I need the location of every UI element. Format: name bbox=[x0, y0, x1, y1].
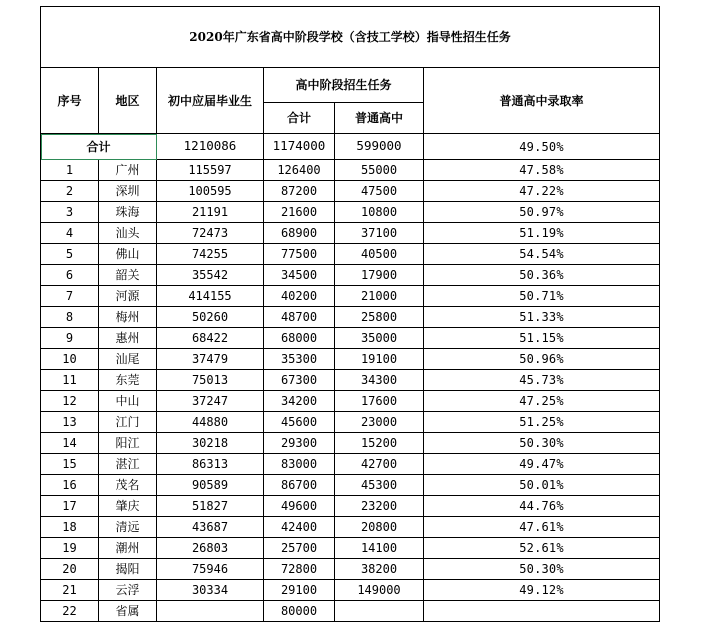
cell-task-general[interactable]: 45300 bbox=[335, 475, 424, 496]
cell-task-total[interactable]: 86700 bbox=[264, 475, 335, 496]
table-row bbox=[41, 433, 660, 454]
cell-region[interactable]: 潮州 bbox=[99, 538, 157, 559]
cell-rate[interactable]: 50.30% bbox=[424, 433, 660, 454]
total-grads[interactable]: 1210086 bbox=[157, 134, 264, 160]
cell-rate[interactable] bbox=[424, 601, 660, 622]
table-row bbox=[41, 517, 660, 538]
cell-grads[interactable]: 86313 bbox=[157, 454, 264, 475]
cell-task-general[interactable]: 17900 bbox=[335, 265, 424, 286]
cell-task-general[interactable]: 17600 bbox=[335, 391, 424, 412]
table-row bbox=[41, 391, 660, 412]
cell-seq[interactable]: 21 bbox=[41, 580, 99, 601]
cell-task-general[interactable]: 35000 bbox=[335, 328, 424, 349]
cell-task-general[interactable] bbox=[335, 601, 424, 622]
cell-task-total[interactable]: 83000 bbox=[264, 454, 335, 475]
cell-grads[interactable]: 44880 bbox=[157, 412, 264, 433]
cell-task-general[interactable]: 37100 bbox=[335, 223, 424, 244]
cell-task-total[interactable]: 25700 bbox=[264, 538, 335, 559]
cell-region[interactable]: 茂名 bbox=[99, 475, 157, 496]
cell-grads[interactable]: 21191 bbox=[157, 202, 264, 223]
header-region: 地区 bbox=[99, 68, 157, 134]
cell-region[interactable]: 中山 bbox=[99, 391, 157, 412]
cell-task-total[interactable]: 34500 bbox=[264, 265, 335, 286]
cell-seq[interactable]: 11 bbox=[41, 370, 99, 391]
total-label[interactable]: 合计 bbox=[41, 134, 157, 160]
cell-task-general[interactable]: 40500 bbox=[335, 244, 424, 265]
cell-grads[interactable]: 30334 bbox=[157, 580, 264, 601]
cell-rate[interactable]: 50.30% bbox=[424, 559, 660, 580]
cell-seq[interactable]: 16 bbox=[41, 475, 99, 496]
cell-grads[interactable]: 37479 bbox=[157, 349, 264, 370]
table-row bbox=[41, 454, 660, 475]
cell-grads[interactable]: 35542 bbox=[157, 265, 264, 286]
cell-task-total[interactable]: 29300 bbox=[264, 433, 335, 454]
cell-task-total[interactable]: 48700 bbox=[264, 307, 335, 328]
header-grads: 初中应届毕业生 bbox=[157, 68, 264, 134]
cell-region[interactable]: 梅州 bbox=[99, 307, 157, 328]
cell-seq[interactable]: 10 bbox=[41, 349, 99, 370]
cell-task-total[interactable]: 21600 bbox=[264, 202, 335, 223]
cell-task-general[interactable]: 20800 bbox=[335, 517, 424, 538]
total-row bbox=[41, 134, 660, 160]
cell-task-total[interactable]: 49600 bbox=[264, 496, 335, 517]
cell-region[interactable]: 汕头 bbox=[99, 223, 157, 244]
cell-seq[interactable]: 1 bbox=[41, 160, 99, 181]
cell-seq[interactable]: 22 bbox=[41, 601, 99, 622]
cell-rate[interactable]: 51.25% bbox=[424, 412, 660, 433]
cell-task-general[interactable]: 23000 bbox=[335, 412, 424, 433]
cell-rate[interactable]: 50.96% bbox=[424, 349, 660, 370]
cell-region[interactable]: 省属 bbox=[99, 601, 157, 622]
cell-task-general[interactable]: 25800 bbox=[335, 307, 424, 328]
enrollment-table bbox=[40, 6, 660, 622]
cell-task-total[interactable]: 45600 bbox=[264, 412, 335, 433]
table-row bbox=[41, 370, 660, 391]
cell-task-total[interactable]: 72800 bbox=[264, 559, 335, 580]
cell-grads[interactable]: 68422 bbox=[157, 328, 264, 349]
cell-region[interactable]: 韶关 bbox=[99, 265, 157, 286]
cell-seq[interactable]: 19 bbox=[41, 538, 99, 559]
cell-task-total[interactable]: 87200 bbox=[264, 181, 335, 202]
cell-rate[interactable]: 51.33% bbox=[424, 307, 660, 328]
cell-rate[interactable]: 54.54% bbox=[424, 244, 660, 265]
cell-region[interactable]: 汕尾 bbox=[99, 349, 157, 370]
cell-task-general[interactable]: 14100 bbox=[335, 538, 424, 559]
cell-grads[interactable]: 50260 bbox=[157, 307, 264, 328]
header-task-general: 普通高中 bbox=[335, 103, 424, 134]
cell-region[interactable]: 深圳 bbox=[99, 181, 157, 202]
table-row bbox=[41, 538, 660, 559]
table-row bbox=[41, 475, 660, 496]
cell-task-general[interactable]: 15200 bbox=[335, 433, 424, 454]
cell-task-total[interactable]: 29100 bbox=[264, 580, 335, 601]
cell-seq[interactable]: 12 bbox=[41, 391, 99, 412]
cell-seq[interactable]: 2 bbox=[41, 181, 99, 202]
cell-region[interactable]: 清远 bbox=[99, 517, 157, 538]
table-row bbox=[41, 559, 660, 580]
cell-seq[interactable]: 17 bbox=[41, 496, 99, 517]
cell-seq[interactable]: 13 bbox=[41, 412, 99, 433]
cell-task-general[interactable]: 42700 bbox=[335, 454, 424, 475]
cell-grads[interactable]: 75013 bbox=[157, 370, 264, 391]
cell-rate[interactable]: 47.25% bbox=[424, 391, 660, 412]
cell-task-total[interactable]: 35300 bbox=[264, 349, 335, 370]
cell-task-general[interactable]: 47500 bbox=[335, 181, 424, 202]
cell-task-general[interactable]: 149000 bbox=[335, 580, 424, 601]
cell-rate[interactable]: 50.71% bbox=[424, 286, 660, 307]
cell-grads[interactable]: 75946 bbox=[157, 559, 264, 580]
cell-task-general[interactable]: 10800 bbox=[335, 202, 424, 223]
cell-grads[interactable]: 26803 bbox=[157, 538, 264, 559]
cell-seq[interactable]: 14 bbox=[41, 433, 99, 454]
cell-region[interactable]: 佛山 bbox=[99, 244, 157, 265]
table-row bbox=[41, 580, 660, 601]
cell-rate[interactable]: 50.01% bbox=[424, 475, 660, 496]
cell-grads[interactable]: 30218 bbox=[157, 433, 264, 454]
table-row bbox=[41, 349, 660, 370]
cell-task-total[interactable]: 80000 bbox=[264, 601, 335, 622]
cell-region[interactable]: 广州 bbox=[99, 160, 157, 181]
cell-region[interactable]: 惠州 bbox=[99, 328, 157, 349]
table-row bbox=[41, 412, 660, 433]
cell-grads[interactable]: 100595 bbox=[157, 181, 264, 202]
cell-grads[interactable]: 74255 bbox=[157, 244, 264, 265]
table-row bbox=[41, 307, 660, 328]
cell-task-total[interactable]: 68900 bbox=[264, 223, 335, 244]
total-task-general[interactable]: 599000 bbox=[335, 134, 424, 160]
cell-seq[interactable]: 20 bbox=[41, 559, 99, 580]
cell-seq[interactable]: 9 bbox=[41, 328, 99, 349]
cell-grads[interactable] bbox=[157, 601, 264, 622]
cell-rate[interactable]: 47.58% bbox=[424, 160, 660, 181]
table-row bbox=[41, 202, 660, 223]
table-title: 2020年广东省高中阶段学校（含技工学校）指导性招生任务 bbox=[41, 7, 660, 68]
cell-grads[interactable]: 51827 bbox=[157, 496, 264, 517]
cell-task-general[interactable]: 55000 bbox=[335, 160, 424, 181]
total-rate[interactable]: 49.50% bbox=[424, 134, 660, 160]
table-row bbox=[41, 601, 660, 622]
cell-rate[interactable]: 45.73% bbox=[424, 370, 660, 391]
table-row bbox=[41, 286, 660, 307]
cell-rate[interactable]: 49.12% bbox=[424, 580, 660, 601]
cell-rate[interactable]: 47.61% bbox=[424, 517, 660, 538]
cell-region[interactable]: 东莞 bbox=[99, 370, 157, 391]
cell-region[interactable]: 阳江 bbox=[99, 433, 157, 454]
cell-grads[interactable]: 90589 bbox=[157, 475, 264, 496]
header-task-total: 合计 bbox=[264, 103, 335, 134]
cell-seq[interactable]: 5 bbox=[41, 244, 99, 265]
cell-grads[interactable]: 72473 bbox=[157, 223, 264, 244]
cell-grads[interactable]: 414155 bbox=[157, 286, 264, 307]
cell-rate[interactable]: 52.61% bbox=[424, 538, 660, 559]
cell-task-general[interactable]: 21000 bbox=[335, 286, 424, 307]
cell-task-total[interactable]: 77500 bbox=[264, 244, 335, 265]
cell-seq[interactable]: 7 bbox=[41, 286, 99, 307]
cell-task-total[interactable]: 67300 bbox=[264, 370, 335, 391]
header-rate: 普通高中录取率 bbox=[424, 68, 660, 134]
cell-seq[interactable]: 8 bbox=[41, 307, 99, 328]
table-row bbox=[41, 496, 660, 517]
cell-region[interactable]: 揭阳 bbox=[99, 559, 157, 580]
cell-rate[interactable]: 51.15% bbox=[424, 328, 660, 349]
cell-task-total[interactable]: 68000 bbox=[264, 328, 335, 349]
cell-task-total[interactable]: 34200 bbox=[264, 391, 335, 412]
table-row bbox=[41, 181, 660, 202]
cell-seq[interactable]: 4 bbox=[41, 223, 99, 244]
table-row bbox=[41, 160, 660, 181]
cell-seq[interactable]: 18 bbox=[41, 517, 99, 538]
table-row bbox=[41, 223, 660, 244]
cell-task-total[interactable]: 42400 bbox=[264, 517, 335, 538]
table-row bbox=[41, 244, 660, 265]
cell-task-general[interactable]: 23200 bbox=[335, 496, 424, 517]
cell-region[interactable]: 肇庆 bbox=[99, 496, 157, 517]
table-row bbox=[41, 265, 660, 286]
cell-rate[interactable]: 49.47% bbox=[424, 454, 660, 475]
cell-rate[interactable]: 50.36% bbox=[424, 265, 660, 286]
cell-task-total[interactable]: 126400 bbox=[264, 160, 335, 181]
total-task-total[interactable]: 1174000 bbox=[264, 134, 335, 160]
cell-task-total[interactable]: 40200 bbox=[264, 286, 335, 307]
cell-task-general[interactable]: 38200 bbox=[335, 559, 424, 580]
cell-seq[interactable]: 6 bbox=[41, 265, 99, 286]
cell-task-general[interactable]: 19100 bbox=[335, 349, 424, 370]
cell-region[interactable]: 珠海 bbox=[99, 202, 157, 223]
cell-seq[interactable]: 15 bbox=[41, 454, 99, 475]
cell-task-general[interactable]: 34300 bbox=[335, 370, 424, 391]
cell-region[interactable]: 河源 bbox=[99, 286, 157, 307]
header-seq: 序号 bbox=[41, 68, 99, 134]
cell-rate[interactable]: 44.76% bbox=[424, 496, 660, 517]
cell-region[interactable]: 湛江 bbox=[99, 454, 157, 475]
cell-grads[interactable]: 37247 bbox=[157, 391, 264, 412]
cell-grads[interactable]: 115597 bbox=[157, 160, 264, 181]
cell-region[interactable]: 江门 bbox=[99, 412, 157, 433]
cell-rate[interactable]: 47.22% bbox=[424, 181, 660, 202]
cell-seq[interactable]: 3 bbox=[41, 202, 99, 223]
header-task: 高中阶段招生任务 bbox=[264, 68, 424, 103]
cell-rate[interactable]: 51.19% bbox=[424, 223, 660, 244]
table-row bbox=[41, 328, 660, 349]
cell-region[interactable]: 云浮 bbox=[99, 580, 157, 601]
cell-rate[interactable]: 50.97% bbox=[424, 202, 660, 223]
cell-grads[interactable]: 43687 bbox=[157, 517, 264, 538]
